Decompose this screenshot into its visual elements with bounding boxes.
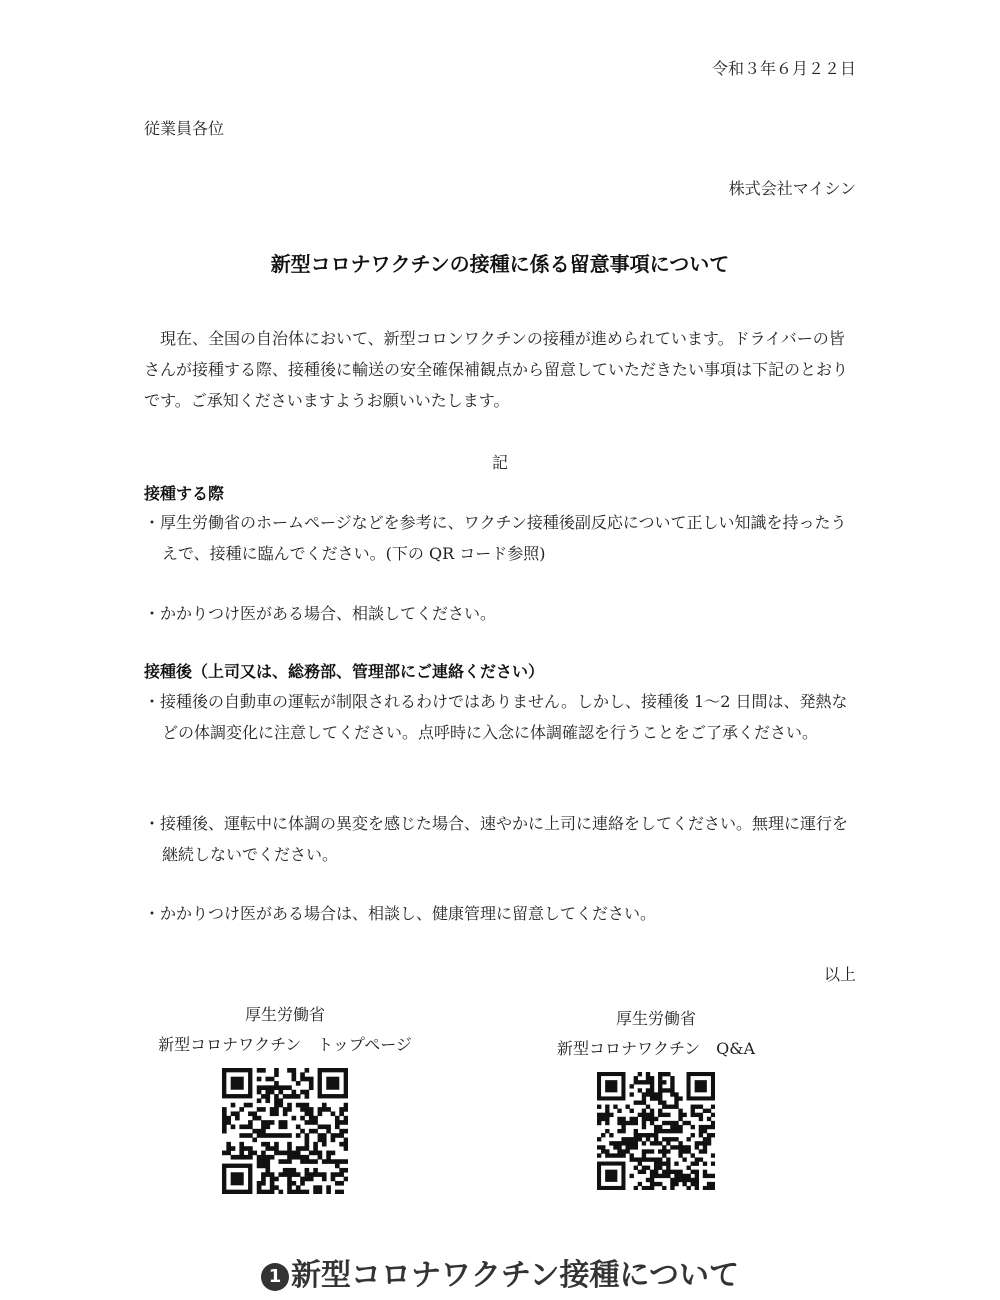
document-date: 令和３年６月２２日 (711, 59, 856, 78)
qr-org-label: 厚生労働省 (615, 1009, 696, 1028)
ki-mark: 記 (491, 453, 508, 472)
document-title: 新型コロナワクチンの接種に係る留意事項について (270, 252, 730, 276)
qr-code-icon[interactable] (597, 1072, 715, 1190)
list-item: ・厚生労働省のホームページなどを参考に、ワクチン接種後副反応について正しい知識を持ったうえで、接種に臨んでください。(下の QR コード参照) (144, 513, 847, 563)
footer-caption (0, 1250, 1000, 1294)
section-heading-before-vaccination: 接種する際 (144, 484, 225, 503)
list-item: ・接種後、運転中に体調の異変を感じた場合、速やかに上司に連絡をしてください。無理に運行を継続しないでください。 (144, 814, 849, 864)
list-item: ・接種後の自動車の運転が制限されるわけではありません。しかし、接種後 1〜2 日間は、発熱などの体調変化に注意してください。点呼時に入念に体調確認を行うことをご了承ください。 (144, 692, 848, 742)
intro-paragraph: 現在、全国の自治体において、新型コロンワクチンの接種が進められています。ドライバーの皆さんが接種する際、接種後に輸送の安全確保補観点から留意していただきたい事項は下記のとおりです。ご承知くださいますようお願いいたします。 (144, 329, 849, 410)
list-item: ・かかりつけ医がある場合は、相談し、健康管理に留意してください。 (144, 904, 657, 923)
recipient: 従業員各位 (144, 119, 225, 138)
section-heading-after-vaccination: 接種後（上司又は、総務部、管理部にご連絡ください） (144, 662, 545, 681)
number-badge: 1 (261, 1263, 289, 1291)
footer-caption-text: 新型コロナワクチン接種について (291, 1258, 739, 1293)
qr-block-qa (510, 1004, 802, 1190)
closing-mark: 以上 (823, 965, 856, 984)
list-item: ・かかりつけ医がある場合、相談してください。 (144, 604, 497, 623)
qr-org-label: 厚生労働省 (244, 1005, 325, 1024)
qr-block-top-page (130, 1000, 440, 1194)
qr-title-label: 新型コロナワクチン トップページ (158, 1035, 412, 1054)
qr-code-icon[interactable] (222, 1068, 348, 1194)
qr-title-label: 新型コロナワクチン Q&A (556, 1039, 756, 1058)
sender: 株式会社マイシン (728, 179, 856, 198)
